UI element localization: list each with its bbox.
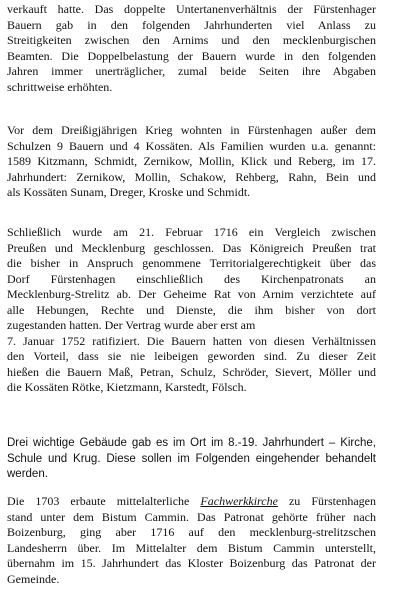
text-line: Schulzen 9 Bauern und 4 Kossäten. Als Familien wurden u.a. genannt:	[7, 138, 376, 153]
text-line: zugestanden hatten. Der Vertrag wurde aber erst am	[7, 318, 256, 332]
paragraph-dreissigjaehriger-krieg	[7, 123, 376, 201]
text-line: Landesherrn über. Im Mittelalter dem Bistum Cammin unterstellt,	[7, 540, 376, 555]
paragraph-drei-gebaeude	[7, 436, 376, 483]
text-line: Boizenburg, ging aber 1716 auf den mecklenburg-strelitzschen	[7, 525, 376, 539]
text-line: Dorf Fürstenhagen einschließlich des Kirchenpatronats an	[7, 271, 376, 286]
text-line: verkauft hatte. Das doppelte Untertanenverhältnis der Fürstenhager	[7, 2, 376, 16]
text-line: Jahren immer unerträglicher, zumal beide Seiten ihre Abgaben	[7, 64, 376, 78]
text-line	[7, 494, 376, 510]
text-line: werden.	[7, 468, 48, 480]
text-line: 1589 Kitzmann, Schmidt, Zernikow, Mollin, Klick und Reberg, im 17.	[7, 154, 376, 168]
text-line: Beamten. Die Doppelbelastung der Bauern wurde in den folgenden	[7, 48, 376, 63]
text-line: die bisher in Anspruch genommene Territorialgerechtigkeit über das	[7, 256, 376, 270]
text-line: Streitigkeiten zwischen den Arnims und den mecklenburgischen	[7, 33, 376, 47]
text-line: die Kossäten Rötke, Kietzmann, Karstedt, Fölsch.	[7, 380, 247, 394]
text-line: schrittweise erhöhten.	[7, 79, 113, 94]
text-segment: zu Fürstenhagen	[277, 494, 376, 508]
text-line: Vor dem Dreißigjährigen Krieg wohnten in Fürstenhagen außer dem	[7, 123, 376, 137]
paragraph-untertanenverhaeltnis	[7, 2, 376, 95]
text-line: Mecklenburg-Strelitz ab. Der Geheime Rat von Arnim verzichtete auf	[7, 287, 376, 301]
text-line: den Vorteil, dass sie nie leibeigen geworden sind. Zu dieser Zeit	[7, 349, 376, 363]
text-line: als Kossäten Sunam, Dreger, Kroske und Schmidt.	[7, 185, 251, 199]
text-line: übernahm im 15. Jahrhundert das Kloster Boizenburg das Patronat der	[7, 556, 376, 570]
text-line: 7. Januar 1752 ratifiziert. Die Bauern hatten von diesen Verhältnissen	[7, 333, 376, 348]
text-line: hießen die Bauern Maß, Petran, Schulz, Schröder, Sievert, Möller und	[7, 364, 376, 379]
fachwerkkirche-link[interactable]: Fachwerkkirche	[200, 494, 278, 508]
text-line: Schule und Krug. Diese sollen im Folgenden eingehender behandelt	[7, 452, 376, 465]
text-segment: Die 1703 erbaute mittelalterliche	[7, 494, 201, 508]
text-line: Bauern gab in den folgenden Jahrhunderten viel Anlass zu	[7, 17, 376, 32]
text-line: alle Hebungen, Rechte und Dienste, die ihm bisher von dort	[7, 302, 376, 317]
text-line: stand unter dem Bistum Cammin. Das Patronat gehörte früher nach	[7, 509, 376, 524]
text-line: Schließlich wurde am 21. Februar 1716 ein Vergleich zwischen	[7, 225, 376, 239]
paragraph-fachwerkkirche	[7, 494, 376, 587]
text-line: Drei wichtige Gebäude gab es im Ort im 8.-19. Jahrhundert – Kirche,	[7, 437, 376, 449]
paragraph-vergleich-1716	[7, 225, 376, 396]
text-line: Jahrhundert: Zernikow, Mollin, Schakow, Rehberg, Rahn, Bein und	[7, 169, 376, 184]
text-line: Preußen und Mecklenburg geschlossen. Das Königreich Preußen trat	[7, 240, 376, 255]
text-line: Gemeinde.	[7, 571, 60, 586]
